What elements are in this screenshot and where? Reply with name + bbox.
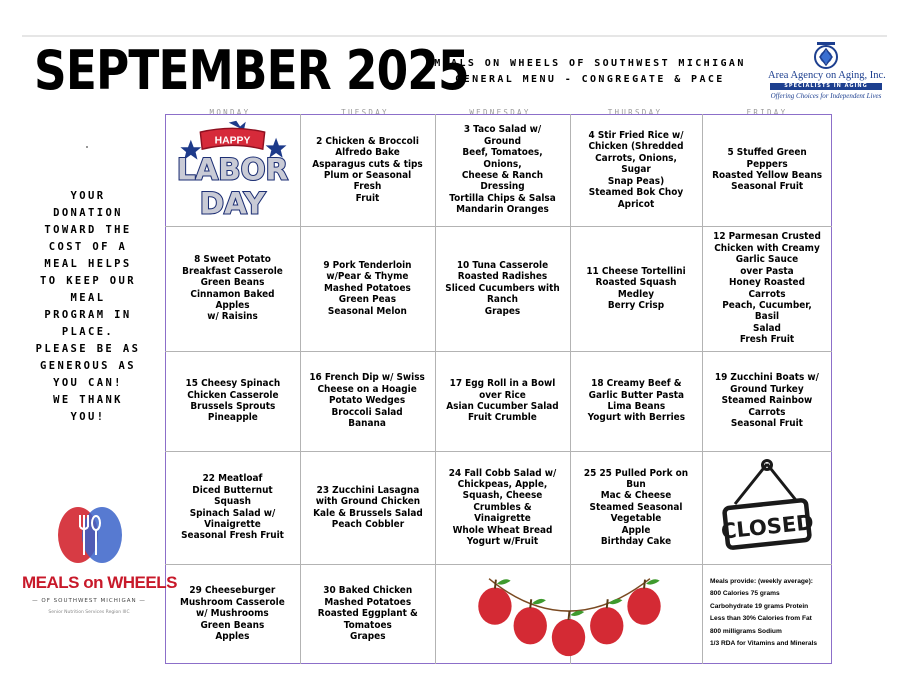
menu-day-8 — [165, 226, 300, 351]
org-title: MEALS ON WHEELS OF SOUTHWEST MICHIGAN — [434, 58, 746, 69]
labor-day-labor: LABOR — [176, 152, 289, 187]
labor-day-cell — [165, 114, 300, 226]
weekday-label: THURSDAY — [607, 108, 663, 117]
weekday-label: TUESDAY — [341, 108, 389, 117]
menu-subtitle: GENERAL MENU - CONGREGATE & PACE — [455, 74, 725, 85]
apple-icon — [552, 611, 585, 657]
menu-text: 16 French Dip w/ Swiss Cheese on a Hoagie Potato Wedges Broccoli Salad Banana — [309, 372, 426, 430]
menu-text: 24 Fall Cobb Salad w/ Chickpeas, Apple, Squash, Cheese Crumbles & Vinaigrette Whole Wheat Bread Yogurt w/Fruit — [448, 467, 557, 548]
menu-day-4 — [570, 114, 702, 226]
menu-text: 18 Creamy Beef & Garlic Butter Pasta Lima Beans Yogurt with Berries — [587, 378, 685, 424]
menu-day-30 — [300, 564, 435, 664]
weekday-label: MONDAY — [209, 108, 251, 117]
menu-day-16 — [300, 351, 435, 451]
donation-message: YOUR DONATION TOWARD THE COST OF A MEAL HELPS TO KEEP OUR MEAL PROGRAM IN PLACE. PLEASE BE AS GENEROUS AS YOU CAN! WE THANK YOU! — [35, 190, 141, 423]
menu-text: 8 Sweet Potato Breakfast Casserole Green Beans Cinnamon Baked Apples w/ Raisins — [182, 254, 283, 323]
decorative-dot — [86, 146, 88, 148]
menu-day-11 — [570, 226, 702, 351]
agency-emblem-icon — [768, 40, 884, 70]
labor-day-day: DAY — [199, 186, 266, 221]
menu-text: 3 Taco Salad w/ Ground Beef, Tomatoes, Onions, Cheese & Ranch Dressing Tortilla Chips & Salsa Mandarin Oranges — [449, 124, 556, 216]
weekday-label: WEDNESDAY — [469, 108, 531, 117]
menu-text: 19 Zucchini Boats w/ Ground Turkey Steamed Rainbow Carrots Seasonal Fruit — [715, 372, 819, 430]
apple-icon — [514, 599, 547, 645]
meals-on-wheels-logo — [50, 503, 130, 567]
menu-day-12 — [702, 226, 832, 351]
menu-text: 17 Egg Roll in a Bowl over Rice Asian Cucumber Salad Fruit Crumble — [446, 378, 559, 424]
menu-text: 2 Chicken & Broccoli Alfredo Bake Asparagus cuts & tips Plum or Seasonal Fresh Fruit — [312, 135, 423, 204]
page-title: SEPTEMBER 2025 — [34, 39, 469, 102]
menu-text: 10 Tuna Casserole Roasted Radishes Sliced Cucumbers with Ranch Grapes — [445, 259, 560, 317]
menu-text: 4 Stir Fried Rice w/ Chicken (Shredded Carrots, Onions, Sugar Snap Peas) Steamed Bok Choy Apricot — [588, 130, 684, 210]
nutrition-line: 800 Calories 75 grams — [710, 590, 780, 598]
menu-day-5 — [702, 114, 832, 226]
meals-on-wheels-name: MEALS on WHEELS — [22, 573, 177, 592]
menu-text: 5 Stuffed Green Peppers Roasted Yellow Beans Seasonal Fruit — [712, 147, 822, 193]
nutrition-line: Meals provide: (weekly average): — [710, 578, 813, 585]
menu-text: 9 Pork Tenderloin w/Pear & Thyme Mashed Potatoes Green Peas Seasonal Melon — [323, 259, 412, 317]
agency-bar: SPECIALISTS IN AGING — [770, 83, 882, 90]
menu-text: 25 25 Pulled Pork on Bun Mac & Cheese Steamed Seasonal Vegetable Apple Birthday Cake — [583, 467, 689, 548]
menu-day-18 — [570, 351, 702, 451]
menu-day-19 — [702, 351, 832, 451]
menu-day-25 — [570, 451, 702, 564]
closed-sign-text: CLOSED — [719, 509, 815, 544]
agency-tagline: Offering Choices for Independent Lives — [770, 92, 882, 100]
apple-icon — [478, 579, 511, 625]
agency-name: Area Agency on Aging, Inc. — [768, 70, 886, 81]
menu-day-22 — [165, 451, 300, 564]
nutrition-info — [710, 576, 830, 650]
menu-text: 30 Baked Chicken Mashed Potatoes Roasted Eggplant & Tomatoes Grapes — [317, 585, 418, 643]
agency-logo — [768, 40, 884, 104]
meals-on-wheels-subtitle: — OF SOUTHWEST MICHIGAN — — [32, 598, 146, 604]
apple-garland-graphic — [440, 566, 697, 662]
fork-spoon-icon — [50, 503, 130, 567]
menu-day-2 — [300, 114, 435, 226]
top-rule — [22, 35, 887, 37]
menu-day-3 — [435, 114, 570, 226]
menu-day-15 — [165, 351, 300, 451]
apples-cell — [435, 564, 702, 664]
nutrition-line: 1/3 RDA for Vitamins and Minerals — [710, 640, 817, 648]
menu-day-23 — [300, 451, 435, 564]
nutrition-line: Less than 30% Calories from Fat — [710, 615, 812, 623]
menu-text: 22 Meatloaf Diced Butternut Squash Spinach Salad w/ Vinaigrette Seasonal Fresh Fruit — [181, 473, 284, 542]
apple-icon — [590, 599, 623, 645]
menu-text: 23 Zucchini Lasagna with Ground Chicken Kale & Brussels Salad Peach Cobbler — [312, 484, 423, 530]
labor-day-graphic — [170, 116, 295, 224]
nutrition-line: 800 milligrams Sodium — [710, 627, 782, 635]
menu-text: 11 Cheese Tortellini Roasted Squash Medley Berry Crisp — [586, 265, 686, 311]
menu-day-29 — [165, 564, 300, 664]
nutrition-line: Carbohydrate 19 grams Protein — [710, 602, 809, 610]
closed-sign-icon — [717, 458, 817, 558]
menu-day-9 — [300, 226, 435, 351]
labor-day-happy: HAPPY — [214, 135, 251, 147]
apple-icon — [627, 579, 660, 625]
menu-day-24 — [435, 451, 570, 564]
meals-on-wheels-tagline: Senior Nutrition Services Region IIIC — [48, 610, 130, 615]
menu-day-17 — [435, 351, 570, 451]
weekday-label: FRIDAY — [746, 108, 788, 117]
menu-text: 15 Cheesy Spinach Chicken Casserole Brussels Sprouts Pineapple — [185, 378, 280, 424]
menu-text: 12 Parmesan Crusted Chicken with Creamy Garlic Sauce over Pasta Honey Roasted Carrots Peach, Cucumber, Basil Salad Fresh Fruit — [713, 231, 821, 346]
closed-cell — [702, 451, 832, 564]
menu-text: 29 Cheeseburger Mushroom Casserole w/ Mushrooms Green Beans Apples — [180, 585, 285, 643]
menu-day-10 — [435, 226, 570, 351]
